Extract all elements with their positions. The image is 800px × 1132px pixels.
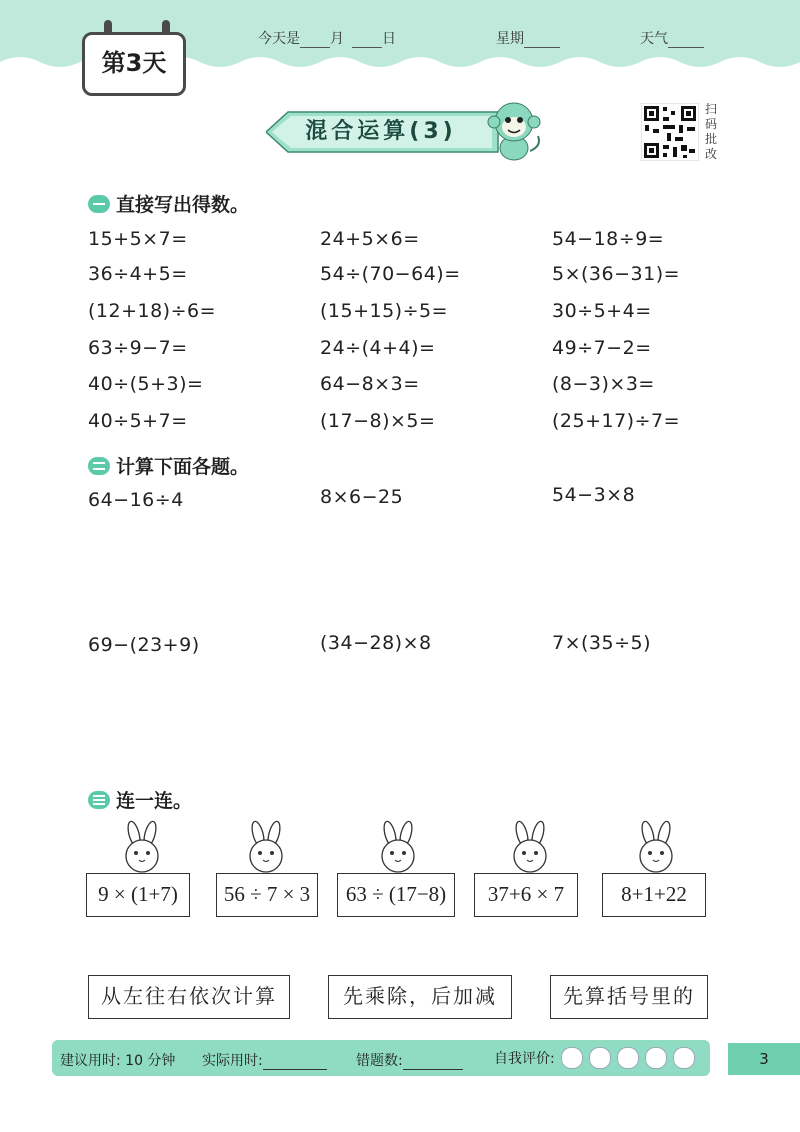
oral-problem[interactable]: 24÷(4+4)= — [320, 337, 436, 359]
error-count-field[interactable] — [356, 1050, 463, 1070]
month-blank[interactable] — [300, 33, 330, 48]
error-count-label: 错题数: — [356, 1053, 403, 1069]
match-expression-box[interactable]: 56 ÷ 7 × 3 — [216, 873, 318, 917]
oral-problem[interactable]: (12+18)÷6= — [88, 300, 217, 322]
suggested-time: 建议用时: 10 分钟 — [60, 1053, 176, 1069]
actual-time-label: 实际用时: — [202, 1053, 263, 1069]
match-expression-box[interactable]: 8+1+22 — [602, 873, 706, 917]
section-1-title: 直接写出得数。 — [116, 194, 250, 216]
month-label: 月 — [330, 31, 344, 47]
error-count-blank[interactable] — [403, 1056, 463, 1070]
rating-face-icon[interactable] — [617, 1047, 639, 1069]
calc-problem[interactable]: 7×(35÷5) — [552, 632, 652, 654]
rating-face-icon[interactable] — [645, 1047, 667, 1069]
today-label: 今天是 — [258, 31, 300, 47]
calc-problem[interactable]: (34−28)×8 — [320, 632, 432, 654]
match-expression-box[interactable]: 63 ÷ (17−8) — [337, 873, 455, 917]
match-rule-box[interactable]: 先算括号里的 — [550, 975, 708, 1019]
qr-caption-char: 扫 — [704, 102, 717, 116]
oral-problem[interactable]: 54÷(70−64)= — [320, 263, 461, 285]
weather-label: 天气 — [640, 31, 668, 47]
self-eval-label: 自我评价: — [494, 1051, 555, 1067]
qr-caption — [700, 102, 722, 162]
weekday-blank[interactable] — [524, 33, 560, 48]
calc-problem[interactable]: 69−(23+9) — [88, 634, 200, 656]
match-rule-box[interactable]: 先乘除，后加减 — [328, 975, 512, 1019]
day-label: 日 — [382, 31, 396, 47]
qr-code-icon[interactable] — [641, 103, 699, 161]
bunny-icon — [238, 820, 294, 874]
bunny-icon — [502, 820, 558, 874]
calc-problem[interactable]: 54−3×8 — [552, 484, 636, 506]
section-2-title: 计算下面各题。 — [116, 456, 250, 478]
oral-problem[interactable]: 63÷9−7= — [88, 337, 188, 359]
oral-problem[interactable]: 36÷4+5= — [88, 263, 188, 285]
oral-problem[interactable]: (8−3)×3= — [552, 373, 655, 395]
rating-face-icon[interactable] — [561, 1047, 583, 1069]
oral-problem[interactable]: 15+5×7= — [88, 228, 188, 250]
title-banner — [266, 110, 516, 154]
bunny-icon — [628, 820, 684, 874]
qr-caption-char: 改 — [704, 147, 717, 161]
calc-problem[interactable]: 64−16÷4 — [88, 489, 184, 511]
oral-problem[interactable]: (15+15)÷5= — [320, 300, 449, 322]
page-number: 3 — [728, 1043, 800, 1075]
calc-problem[interactable]: 8×6−25 — [320, 486, 404, 508]
actual-time-blank[interactable] — [263, 1056, 327, 1070]
oral-problem[interactable]: 64−8×3= — [320, 373, 420, 395]
match-expression-box[interactable]: 37+6 × 7 — [474, 873, 578, 917]
weather-field[interactable] — [640, 28, 704, 48]
date-field[interactable] — [258, 28, 396, 48]
section-3-heading — [88, 786, 192, 813]
oral-problem[interactable]: 49÷7−2= — [552, 337, 652, 359]
qr-caption-char: 批 — [704, 132, 717, 146]
oral-problem[interactable]: 24+5×6= — [320, 228, 420, 250]
actual-time-field[interactable] — [202, 1050, 327, 1070]
section-number-icon — [88, 195, 110, 213]
rating-face-icon[interactable] — [589, 1047, 611, 1069]
match-rule-box[interactable]: 从左往右依次计算 — [88, 975, 290, 1019]
self-evaluation — [494, 1047, 695, 1069]
oral-problem[interactable]: 30÷5+4= — [552, 300, 652, 322]
day-blank[interactable] — [352, 33, 382, 48]
weekday-field[interactable] — [496, 28, 560, 48]
oral-problem[interactable]: 54−18÷9= — [552, 228, 665, 250]
qr-caption-char: 码 — [704, 117, 717, 131]
day-badge: 第3天 — [82, 32, 186, 96]
oral-problem[interactable]: 5×(36−31)= — [552, 263, 681, 285]
oral-problem[interactable]: (17−8)×5= — [320, 410, 436, 432]
section-2-heading — [88, 452, 249, 479]
page-title: 混合运算(3) — [305, 119, 457, 144]
bunny-icon — [370, 820, 426, 874]
match-expression-box[interactable]: 9 × (1+7) — [86, 873, 190, 917]
oral-problem[interactable]: 40÷5+7= — [88, 410, 188, 432]
oral-problem[interactable]: 40÷(5+3)= — [88, 373, 204, 395]
weather-blank[interactable] — [668, 33, 704, 48]
oral-problem[interactable]: (25+17)÷7= — [552, 410, 681, 432]
rating-face-icon[interactable] — [673, 1047, 695, 1069]
footer-bar — [52, 1040, 710, 1076]
monkey-mascot-icon — [484, 96, 544, 162]
bunny-icon — [114, 820, 170, 874]
section-number-icon — [88, 791, 110, 809]
weekday-label: 星期 — [496, 31, 524, 47]
section-number-icon — [88, 457, 110, 475]
section-1-heading — [88, 190, 249, 217]
section-3-title: 连一连。 — [116, 790, 193, 812]
